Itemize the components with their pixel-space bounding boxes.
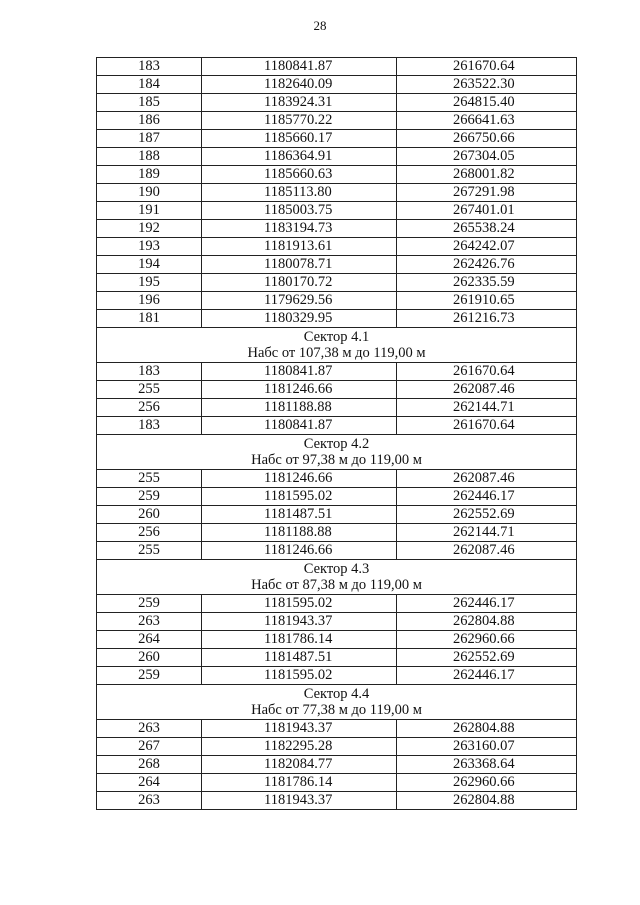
y-coordinate-cell: 262552.69 — [397, 506, 577, 524]
point-number-cell: 260 — [97, 649, 202, 667]
table-row — [97, 399, 577, 417]
sector-title: Сектор 4.1 — [303, 329, 370, 345]
x-coordinate-cell: 1180170.72 — [202, 274, 397, 292]
x-coordinate-cell: 1181246.66 — [202, 470, 397, 488]
table-row — [97, 202, 577, 220]
point-number-cell: 183 — [97, 58, 202, 76]
point-number-cell: 195 — [97, 274, 202, 292]
y-coordinate-cell: 263522.30 — [397, 76, 577, 94]
x-coordinate-cell: 1180329.95 — [202, 310, 397, 328]
y-coordinate-cell: 266750.66 — [397, 130, 577, 148]
y-coordinate-cell: 262446.17 — [397, 595, 577, 613]
table-row — [97, 148, 577, 166]
x-coordinate-cell: 1181246.66 — [202, 381, 397, 399]
point-number-cell: 193 — [97, 238, 202, 256]
sector-height-range: Набс от 77,38 м до 119,00 м — [251, 702, 422, 718]
y-coordinate-cell: 262426.76 — [397, 256, 577, 274]
x-coordinate-cell: 1182084.77 — [202, 756, 397, 774]
sector-header-row — [97, 560, 577, 595]
y-coordinate-cell: 263160.07 — [397, 738, 577, 756]
table-row — [97, 738, 577, 756]
x-coordinate-cell: 1185660.17 — [202, 130, 397, 148]
sector-header-row — [97, 685, 577, 720]
point-number-cell: 183 — [97, 363, 202, 381]
table-row — [97, 274, 577, 292]
point-number-cell: 268 — [97, 756, 202, 774]
x-coordinate-cell: 1179629.56 — [202, 292, 397, 310]
x-coordinate-cell: 1180841.87 — [202, 58, 397, 76]
x-coordinate-cell: 1181913.61 — [202, 238, 397, 256]
table-row — [97, 238, 577, 256]
y-coordinate-cell: 262144.71 — [397, 399, 577, 417]
x-coordinate-cell: 1181595.02 — [202, 667, 397, 685]
y-coordinate-cell: 261216.73 — [397, 310, 577, 328]
x-coordinate-cell: 1181595.02 — [202, 488, 397, 506]
x-coordinate-cell: 1185770.22 — [202, 112, 397, 130]
point-number-cell: 184 — [97, 76, 202, 94]
point-number-cell: 194 — [97, 256, 202, 274]
point-number-cell: 255 — [97, 381, 202, 399]
y-coordinate-cell: 267291.98 — [397, 184, 577, 202]
point-number-cell: 259 — [97, 667, 202, 685]
point-number-cell: 187 — [97, 130, 202, 148]
sector-header — [97, 435, 577, 470]
table-row — [97, 256, 577, 274]
table-row — [97, 58, 577, 76]
point-number-cell: 255 — [97, 542, 202, 560]
point-number-cell: 260 — [97, 506, 202, 524]
sector-header — [97, 685, 577, 720]
point-number-cell: 189 — [97, 166, 202, 184]
table-row — [97, 524, 577, 542]
point-number-cell: 196 — [97, 292, 202, 310]
y-coordinate-cell: 262960.66 — [397, 774, 577, 792]
table-row — [97, 792, 577, 810]
table-row — [97, 506, 577, 524]
x-coordinate-cell: 1182640.09 — [202, 76, 397, 94]
table-row — [97, 756, 577, 774]
table-row — [97, 94, 577, 112]
point-number-cell: 185 — [97, 94, 202, 112]
y-coordinate-cell: 264815.40 — [397, 94, 577, 112]
point-number-cell: 263 — [97, 792, 202, 810]
coordinates-table-body — [97, 58, 577, 810]
y-coordinate-cell: 262446.17 — [397, 667, 577, 685]
page-number: 28 — [313, 18, 327, 33]
point-number-cell: 256 — [97, 399, 202, 417]
y-coordinate-cell: 267304.05 — [397, 148, 577, 166]
x-coordinate-cell: 1181786.14 — [202, 774, 397, 792]
sector-header-row — [97, 328, 577, 363]
table-row — [97, 292, 577, 310]
x-coordinate-cell: 1181943.37 — [202, 720, 397, 738]
table-row — [97, 542, 577, 560]
sector-height-range: Набс от 97,38 м до 119,00 м — [251, 452, 422, 468]
table-row — [97, 112, 577, 130]
x-coordinate-cell: 1183924.31 — [202, 94, 397, 112]
x-coordinate-cell: 1180078.71 — [202, 256, 397, 274]
point-number-cell: 263 — [97, 613, 202, 631]
y-coordinate-cell: 266641.63 — [397, 112, 577, 130]
x-coordinate-cell: 1181487.51 — [202, 649, 397, 667]
x-coordinate-cell: 1181487.51 — [202, 506, 397, 524]
y-coordinate-cell: 262552.69 — [397, 649, 577, 667]
table-row — [97, 470, 577, 488]
table-row — [97, 613, 577, 631]
sector-header — [97, 560, 577, 595]
point-number-cell: 255 — [97, 470, 202, 488]
y-coordinate-cell: 261670.64 — [397, 58, 577, 76]
point-number-cell: 263 — [97, 720, 202, 738]
sector-header-row — [97, 435, 577, 470]
table-row — [97, 631, 577, 649]
point-number-cell: 181 — [97, 310, 202, 328]
x-coordinate-cell: 1185003.75 — [202, 202, 397, 220]
table-row — [97, 310, 577, 328]
table-row — [97, 220, 577, 238]
table-row — [97, 363, 577, 381]
x-coordinate-cell: 1182295.28 — [202, 738, 397, 756]
y-coordinate-cell: 262960.66 — [397, 631, 577, 649]
x-coordinate-cell: 1181595.02 — [202, 595, 397, 613]
point-number-cell: 186 — [97, 112, 202, 130]
sector-title: Сектор 4.3 — [303, 561, 370, 577]
x-coordinate-cell: 1185660.63 — [202, 166, 397, 184]
table-row — [97, 381, 577, 399]
point-number-cell: 183 — [97, 417, 202, 435]
y-coordinate-cell: 268001.82 — [397, 166, 577, 184]
x-coordinate-cell: 1181943.37 — [202, 613, 397, 631]
point-number-cell: 264 — [97, 631, 202, 649]
sector-title: Сектор 4.2 — [303, 436, 370, 452]
y-coordinate-cell: 262335.59 — [397, 274, 577, 292]
point-number-cell: 190 — [97, 184, 202, 202]
table-row — [97, 720, 577, 738]
x-coordinate-cell: 1183194.73 — [202, 220, 397, 238]
x-coordinate-cell: 1180841.87 — [202, 363, 397, 381]
y-coordinate-cell: 265538.24 — [397, 220, 577, 238]
y-coordinate-cell: 262446.17 — [397, 488, 577, 506]
x-coordinate-cell: 1181188.88 — [202, 399, 397, 417]
y-coordinate-cell: 262804.88 — [397, 720, 577, 738]
table-row — [97, 774, 577, 792]
x-coordinate-cell: 1186364.91 — [202, 148, 397, 166]
y-coordinate-cell: 261910.65 — [397, 292, 577, 310]
y-coordinate-cell: 267401.01 — [397, 202, 577, 220]
y-coordinate-cell: 262087.46 — [397, 470, 577, 488]
y-coordinate-cell: 261670.64 — [397, 417, 577, 435]
point-number-cell: 267 — [97, 738, 202, 756]
sector-height-range: Набс от 87,38 м до 119,00 м — [251, 577, 422, 593]
table-row — [97, 417, 577, 435]
table-row — [97, 130, 577, 148]
table-row — [97, 488, 577, 506]
y-coordinate-cell: 262804.88 — [397, 613, 577, 631]
point-number-cell: 264 — [97, 774, 202, 792]
sector-height-range: Набс от 107,38 м до 119,00 м — [247, 345, 426, 361]
point-number-cell: 259 — [97, 488, 202, 506]
table-row — [97, 184, 577, 202]
point-number-cell: 259 — [97, 595, 202, 613]
x-coordinate-cell: 1181943.37 — [202, 792, 397, 810]
y-coordinate-cell: 262087.46 — [397, 381, 577, 399]
y-coordinate-cell: 262087.46 — [397, 542, 577, 560]
point-number-cell: 191 — [97, 202, 202, 220]
x-coordinate-cell: 1180841.87 — [202, 417, 397, 435]
table-row — [97, 649, 577, 667]
y-coordinate-cell: 261670.64 — [397, 363, 577, 381]
sector-title: Сектор 4.4 — [303, 686, 370, 702]
point-number-cell: 188 — [97, 148, 202, 166]
y-coordinate-cell: 264242.07 — [397, 238, 577, 256]
coordinates-table — [96, 57, 577, 810]
table-row — [97, 76, 577, 94]
x-coordinate-cell: 1181786.14 — [202, 631, 397, 649]
table-row — [97, 667, 577, 685]
y-coordinate-cell: 262144.71 — [397, 524, 577, 542]
point-number-cell: 192 — [97, 220, 202, 238]
table-row — [97, 166, 577, 184]
x-coordinate-cell: 1181188.88 — [202, 524, 397, 542]
sector-header — [97, 328, 577, 363]
point-number-cell: 256 — [97, 524, 202, 542]
x-coordinate-cell: 1181246.66 — [202, 542, 397, 560]
x-coordinate-cell: 1185113.80 — [202, 184, 397, 202]
y-coordinate-cell: 263368.64 — [397, 756, 577, 774]
y-coordinate-cell: 262804.88 — [397, 792, 577, 810]
table-row — [97, 595, 577, 613]
